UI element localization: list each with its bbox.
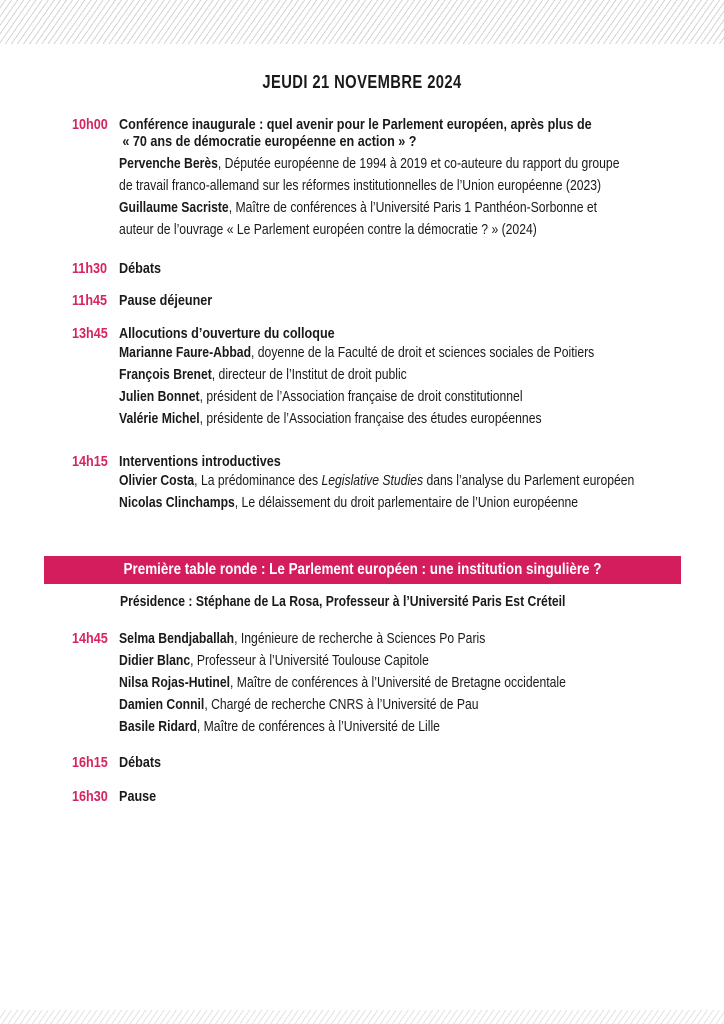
speaker-name: Nicolas Clinchamps [119,495,235,511]
session-13h45 [72,325,724,430]
page-date-heading: JEUDI 21 NOVEMBRE 2024 [262,72,462,92]
session-title: Conférence inaugurale : quel avenir pour le Parlement européen, après plus de [119,116,592,133]
session-title-continued: « 70 ans de démocratie européenne en action » ? [122,133,417,150]
session-10h00 [72,116,724,241]
session-time: 14h15 [72,453,108,470]
speaker-name: Selma Bendjaballah [119,631,235,647]
session-14h15 [72,453,724,514]
speaker-name: Marianne Faure-Abbad [119,345,252,361]
session-title: Débats [119,754,162,771]
session-11h45 [72,292,724,309]
speaker-role: , Maître de conférences à l’Université Paris 1 Panthéon-Sorbonne et [228,200,598,216]
speaker-name: Valérie Michel [119,411,200,427]
speaker-role: , La prédominance des [194,473,322,489]
speaker-role: , Maître de conférences à l’Université de Bretagne occidentale [230,675,566,691]
round-table-presidence: Présidence : Stéphane de La Rosa, Professeur à l’Université Paris Est Créteil [120,594,566,610]
session-time: 14h45 [72,630,108,647]
speaker-name: Olivier Costa [119,473,195,489]
speaker-entry [119,364,660,386]
speaker-role: , directeur de l’Institut de droit public [211,367,407,383]
speaker-role: , Ingénieure de recherche à Sciences Po Paris [234,631,486,647]
speaker-entry [119,628,566,650]
speaker-name: Guillaume Sacriste [119,200,229,216]
speaker-name: Basile Ridard [119,719,197,735]
speaker-role: , Députée européenne de 1994 à 2019 et co-auteure du rapport du groupe [217,156,620,172]
bottom-hatch-decoration [0,1010,724,1024]
top-hatch-decoration [0,0,724,44]
speaker-entry [119,386,660,408]
speaker-entry [119,342,660,364]
session-time: 16h30 [72,788,108,805]
speaker-entry [119,694,566,716]
round-table-title: Première table ronde : Le Parlement européen : une institution singulière ? [123,561,602,578]
speaker-name: Didier Blanc [119,653,191,669]
session-time: 13h45 [72,325,108,342]
speaker-role: , Chargé de recherche CNRS à l’Université de Pau [204,697,479,713]
speaker-entry [119,153,660,175]
speaker-entry [119,197,660,219]
speaker-entry [119,650,566,672]
session-16h15 [72,754,724,771]
speaker-name: Damien Connil [119,697,205,713]
speaker-entry [119,408,660,430]
session-14h45 [72,628,724,738]
speaker-role-italic: Legislative Studies [321,473,424,489]
speaker-name: Nilsa Rojas-Hutinel [119,675,231,691]
speaker-name: Pervenche Berès [119,156,218,172]
session-16h30 [72,788,724,805]
session-time: 11h30 [72,260,108,277]
speaker-role: dans l’analyse du Parlement européen [423,473,635,489]
speaker-entry [119,492,660,514]
session-time: 10h00 [72,116,108,133]
speaker-role: , président de l’Association française de droit constitutionnel [199,389,523,405]
speaker-role: , Maître de conférences à l’Université de Lille [196,719,440,735]
speaker-entry [119,716,566,738]
speaker-role: , présidente de l’Association française des études européennes [199,411,542,427]
speaker-role-continued: de travail franco-allemand sur les réformes institutionnelles de l’Union européenne (2023) [119,178,602,194]
speaker-name: Julien Bonnet [119,389,200,405]
speaker-role: , Professeur à l’Université Toulouse Capitole [190,653,429,669]
session-title: Pause [119,788,157,805]
session-title: Interventions introductives [119,453,281,470]
speaker-name: François Brenet [119,367,212,383]
speaker-role: , Le délaissement du droit parlementaire de l’Union européenne [234,495,579,511]
speaker-role: , doyenne de la Faculté de droit et sciences sociales de Poitiers [251,345,595,361]
session-title: Pause déjeuner [119,292,213,309]
session-11h30 [72,260,724,277]
speaker-entry [119,672,566,694]
speaker-role-continued: auteur de l’ouvrage « Le Parlement européen contre la démocratie ? » (2024) [119,222,537,238]
round-table-banner [44,556,681,584]
session-time: 16h15 [72,754,108,771]
session-title: Débats [119,260,162,277]
session-title: Allocutions d’ouverture du colloque [119,325,335,342]
speaker-entry [119,470,660,492]
session-time: 11h45 [72,292,108,309]
